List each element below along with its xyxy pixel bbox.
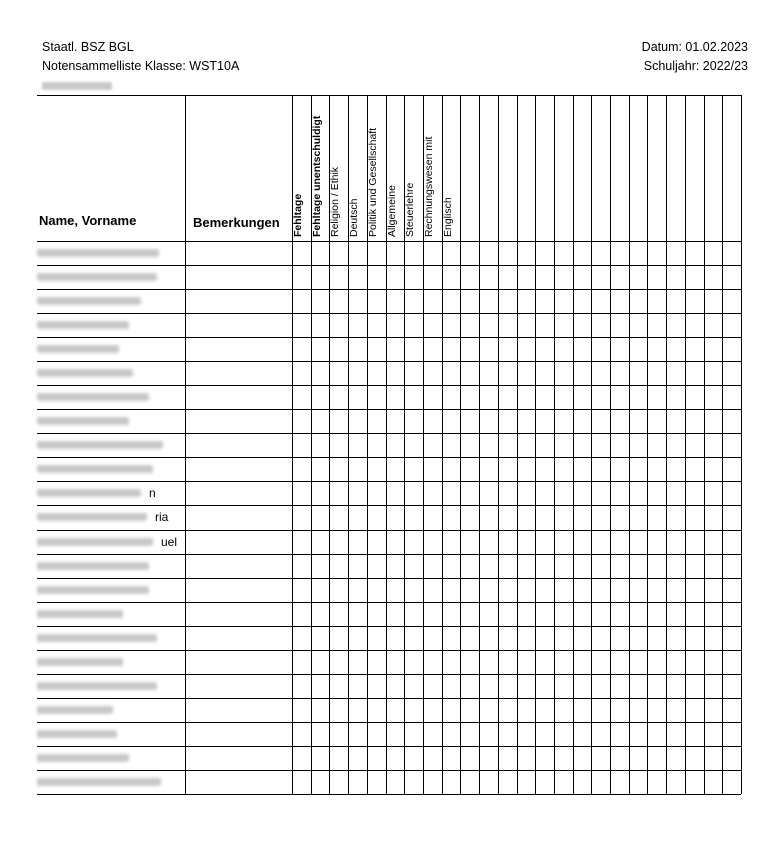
table-row (37, 578, 197, 602)
subject-label: Steuerlehre (404, 182, 417, 237)
header-left (42, 38, 239, 95)
subject-column-header (386, 95, 403, 241)
table-row (37, 602, 197, 626)
redacted-student-name (37, 562, 149, 570)
table-row (37, 313, 197, 337)
table-row (37, 554, 197, 578)
column-divider (479, 95, 480, 794)
table-row (37, 361, 197, 385)
table-row (37, 674, 197, 698)
redacted-student-name (37, 610, 123, 618)
row-divider (37, 794, 741, 795)
redacted-student-name (37, 538, 153, 546)
name-visible-fragment: uel (161, 534, 178, 549)
table-row (37, 409, 197, 433)
subject-column-header (367, 95, 384, 241)
table-row (37, 650, 197, 674)
name-visible-fragment: n (149, 486, 156, 501)
table-row (37, 337, 197, 361)
teacher-redacted (42, 76, 239, 95)
name-visible-fragment: ria (155, 510, 169, 525)
redacted-student-name (37, 249, 159, 257)
redacted-student-name (37, 754, 129, 762)
subject-column-header (329, 95, 346, 241)
column-divider (460, 95, 461, 794)
redacted-student-name (37, 345, 119, 353)
subject-label: Religion / Ethik (329, 166, 342, 237)
redacted-student-name (37, 393, 149, 401)
column-divider (647, 95, 648, 794)
grade-table (37, 95, 741, 794)
subject-label: Rechnungswesen mit (422, 136, 435, 237)
table-row (37, 481, 197, 505)
table-row (37, 457, 197, 481)
redacted-student-name (37, 586, 149, 594)
column-divider (498, 95, 499, 794)
redacted-student-name (37, 778, 161, 786)
table-row (37, 746, 197, 770)
subject-label: Politik und Gesellschaft (366, 127, 379, 237)
redacted-student-name (37, 489, 141, 497)
subject-column-header (292, 95, 309, 241)
subject-column-header (311, 95, 328, 241)
redacted-student-name (37, 465, 153, 473)
redacted-student-name (37, 273, 157, 281)
redacted-student-name (37, 730, 117, 738)
column-divider (722, 95, 723, 794)
redacted-student-name (37, 369, 133, 377)
date-label: Datum: 01.02.2023 (641, 40, 748, 54)
column-divider (704, 95, 705, 794)
table-row (37, 433, 197, 457)
column-divider (573, 95, 574, 794)
column-divider (517, 95, 518, 794)
table-row (37, 698, 197, 722)
name-column-header: Name, Vorname (39, 213, 137, 228)
subject-label: Fehltage unentschuldigt (310, 115, 323, 237)
column-divider (610, 95, 611, 794)
column-divider (554, 95, 555, 794)
table-row (37, 289, 197, 313)
subject-column-header (404, 95, 421, 241)
table-row (37, 722, 197, 746)
table-row (37, 265, 197, 289)
column-divider (666, 95, 667, 794)
school-name: Staatl. BSZ BGL (42, 40, 134, 54)
column-divider (591, 95, 592, 794)
table-row (37, 530, 197, 554)
subject-column-header (348, 95, 365, 241)
column-divider (629, 95, 630, 794)
redaction-bar (42, 82, 112, 90)
redacted-student-name (37, 297, 141, 305)
subject-column-header (423, 95, 440, 241)
redacted-student-name (37, 321, 129, 329)
table-row (37, 626, 197, 650)
list-title: Notensammelliste Klasse: WST10A (42, 59, 240, 73)
table-row (37, 505, 197, 529)
subject-label: Allgemeine (385, 185, 398, 237)
column-divider (685, 95, 686, 794)
column-divider (741, 95, 742, 794)
redacted-student-name (37, 658, 123, 666)
header-right (642, 38, 748, 76)
redacted-student-name (37, 417, 129, 425)
redacted-student-name (37, 441, 163, 449)
subject-label: Englisch (441, 197, 454, 237)
redacted-student-name (37, 634, 157, 642)
subject-label: Deutsch (348, 198, 361, 237)
table-row (37, 385, 197, 409)
redacted-student-name (37, 706, 113, 714)
subject-label: Fehltage (292, 193, 304, 237)
redacted-student-name (37, 513, 147, 521)
table-row (37, 770, 197, 794)
table-row (37, 241, 197, 265)
school-year-label: Schuljahr: 2022/23 (643, 59, 748, 73)
subject-column-header (442, 95, 459, 241)
column-divider (535, 95, 536, 794)
remarks-column-header: Bemerkungen (193, 215, 280, 230)
redacted-student-name (37, 682, 157, 690)
